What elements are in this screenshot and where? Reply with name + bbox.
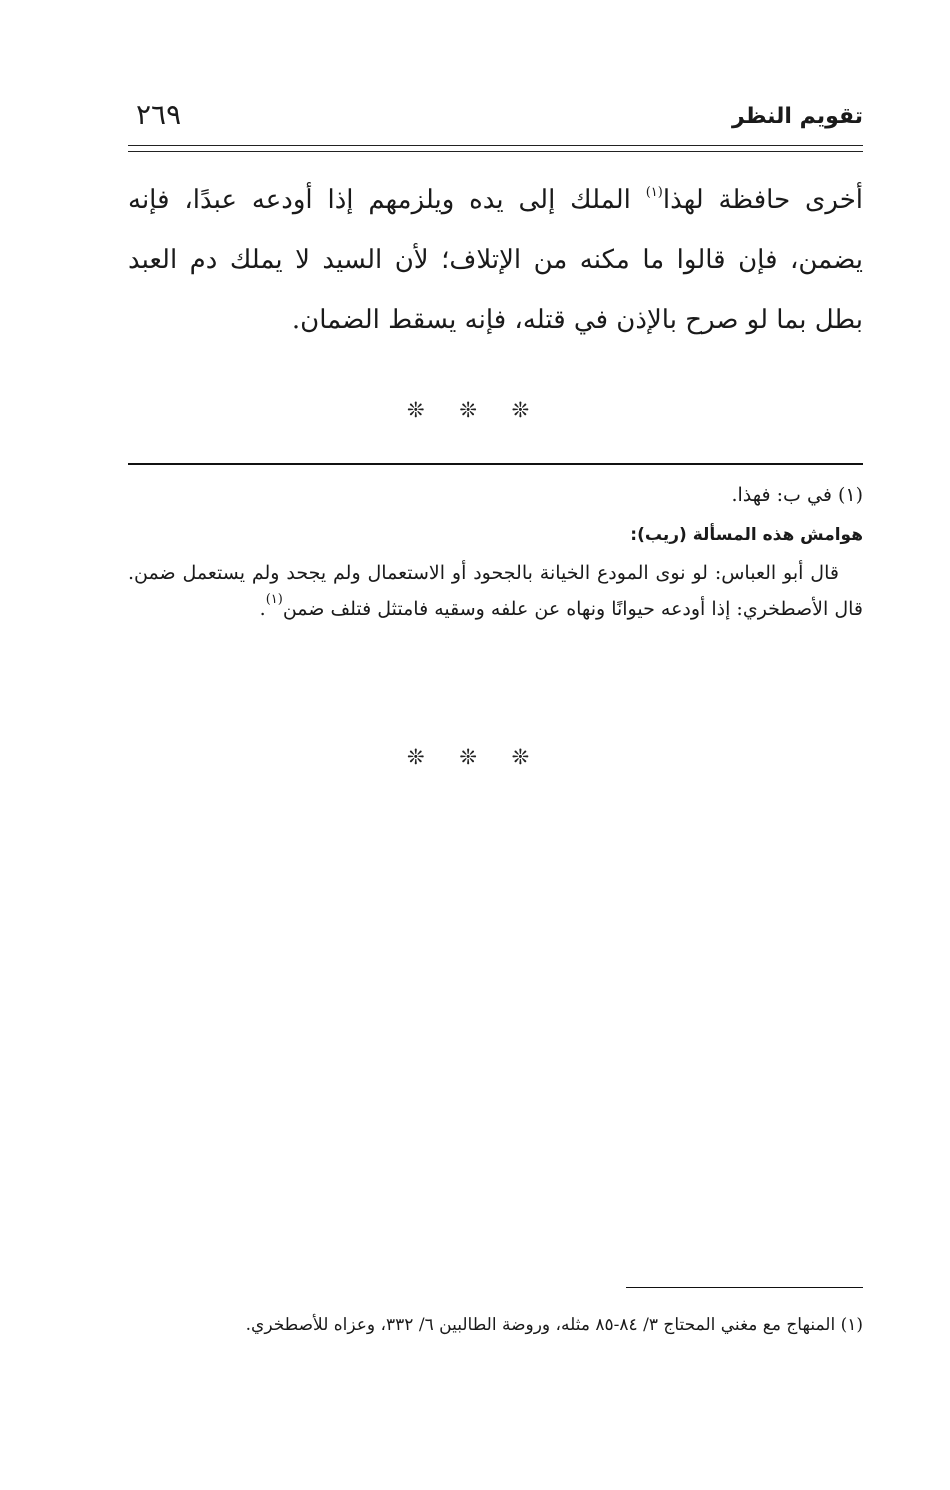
page-number: ٢٦٩: [136, 98, 182, 131]
main-paragraph: [128, 170, 863, 350]
section-separator-2: ❊ ❊ ❊: [406, 745, 544, 769]
margin-notes-body: [128, 555, 863, 627]
page-header: [128, 98, 863, 134]
section-separator: ❊ ❊ ❊: [406, 398, 544, 422]
margin-notes-heading: هوامش هذه المسألة (ريب):: [630, 525, 863, 545]
margin-notes-text: قال أبو العباس: لو نوى المودع الخيانة بالجحود أو الاستعمال ولم يجحد ولم يستعمل ضمن. قال الأصطخري: إذا أودعه حيوانًا ونهاه عن علفه وسقيه فامتثل فتلف ضمن: [128, 562, 863, 620]
margin-notes-end: .: [259, 598, 266, 620]
footnote-ref: (١): [645, 185, 663, 200]
footnote-1: (١) في ب: فهذا.: [731, 484, 863, 506]
running-title: تقويم النظر: [732, 104, 863, 129]
footnotes-section: [128, 477, 863, 627]
main-text-start: أخرى حافظة لهذا: [662, 185, 863, 215]
header-rule-bottom: [128, 151, 863, 152]
main-text-rest: الملك إلى يده ويلزمهم إذا أودعه عبدًا، فإنه يضمن، فإن قالوا ما مكنه من الإتلاف؛ لأن السيد لا يملك دم العبد بطل بما لو صرح بالإذن في قتله، فإنه يسقط الضمان.: [128, 185, 863, 335]
bottom-footnote-rule: [626, 1287, 863, 1288]
bottom-footnote: (١) المنهاج مع مغني المحتاج ٣/ ٨٤-٨٥ مثله، وروضة الطالبين ٦/ ٣٣٢، وعزاه للأصطخري.: [245, 1315, 863, 1335]
footnote-rule: [128, 463, 863, 465]
margin-footnote-ref: (١): [265, 592, 283, 607]
header-rule-top: [128, 145, 863, 146]
